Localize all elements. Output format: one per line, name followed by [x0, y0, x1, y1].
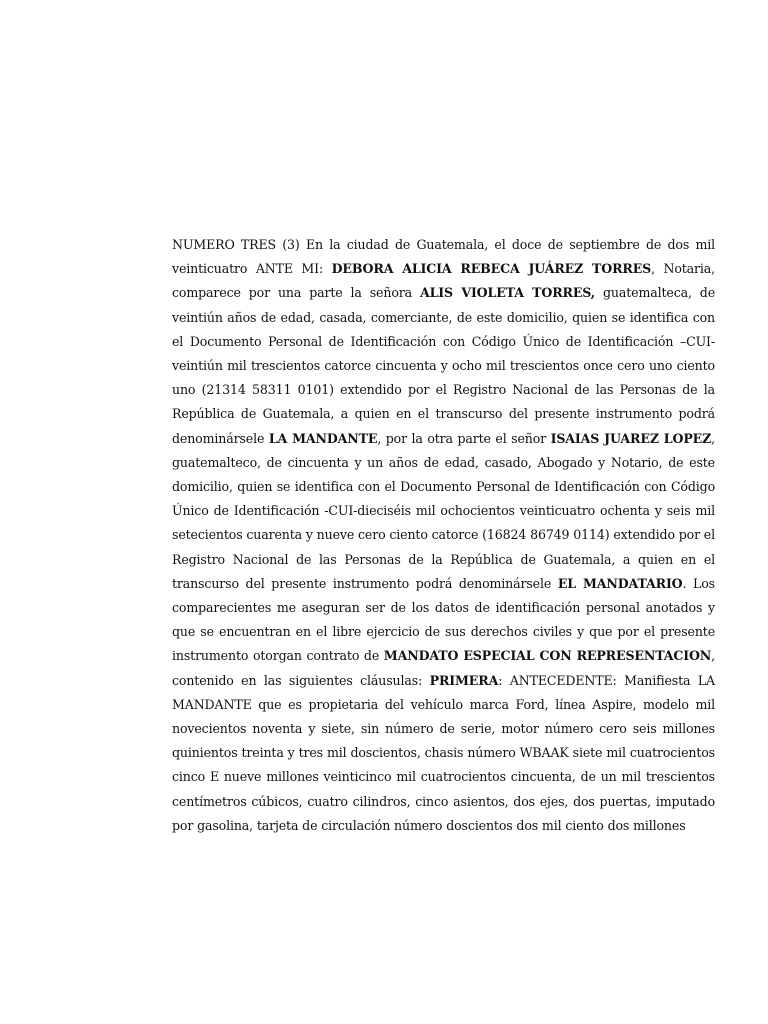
- contract-type: MANDATO ESPECIAL CON REPRESENTACION: [383, 648, 712, 664]
- notary-name: DEBORA ALICIA REBECA JUÁREZ TORRES: [331, 261, 652, 277]
- mandatario-term: EL MANDATARIO: [557, 575, 683, 591]
- text-segment: , guatemalteco, de cincuenta y un años de edad, casado, Abogado y Notario, de este domicilio, quien se identifica con el Documento Personal de Identificación con Código Único de Identificación -CUI-dieciséis mil ochocientos veinticuatro ochenta y seis mil setecientos cuarenta y nueve cero ciento catorce (16824 86749 0114) extendido por el Registro Nacional de las Personas de la República de Guatemala, a quien en el transcurso del presente instrumento podrá denominársele: [172, 430, 716, 591]
- text-segment: , Notaria, comparece por una parte la señora: [172, 261, 715, 301]
- text-segment: , contenido en las siguientes cláusulas:: [172, 648, 716, 688]
- clause-primera: PRIMERA: [429, 672, 499, 688]
- text-segment: : ANTECEDENTE: Manifiesta LA MANDANTE que es propietaria del vehículo marca Ford, línea Aspire, modelo mil novecientos noventa y siete, sin número de serie, motor número cero seis millones quinientos treinta y tres mil doscientos, chasis número WBAAK siete mil cuatrocientos cinco E nueve millones veinticinco mil cuatrocientos cincuenta, de un mil trescientos centímetros cúbicos, cuatro cilindros, cinco asientos, dos ejes, dos puertas, imputado por gasolina, tarjeta de circulación número doscientos dos mil ciento dos millones: [172, 672, 715, 833]
- text-segment: NUMERO TRES (3) En la ciudad de Guatemala, el doce de septiembre de dos mil veinticuatro ANTE MI:: [172, 237, 715, 277]
- mandante-name: ALIS VIOLETA TORRES,: [419, 285, 596, 301]
- text-segment: . Los comparecientes me aseguran ser de los datos de identificación personal anotados y que se encuentran en el libre ejercicio de sus derechos civiles y que por el presente instrumento otorgan contrato de: [172, 575, 715, 664]
- mandante-term: LA MANDANTE: [268, 430, 378, 446]
- text-segment: guatemalteca, de veintiún años de edad, casada, comerciante, de este domicilio, quien se identifica con el Documento Personal de Identificación con Código Único de Identificación –CUI-veintiún mil trescientos catorce cincuenta y ocho mil trescientos once cero uno ciento uno (21314 58311 0101) extendido por el Registro Nacional de las Personas de la República de Guatemala, a quien en el transcurso del presente instrumento podrá denominársele: [172, 285, 715, 446]
- document-body: [172, 233, 715, 838]
- text-segment: , por la otra parte el señor: [377, 430, 551, 446]
- mandatario-name: ISAIAS JUAREZ LOPEZ: [550, 430, 712, 446]
